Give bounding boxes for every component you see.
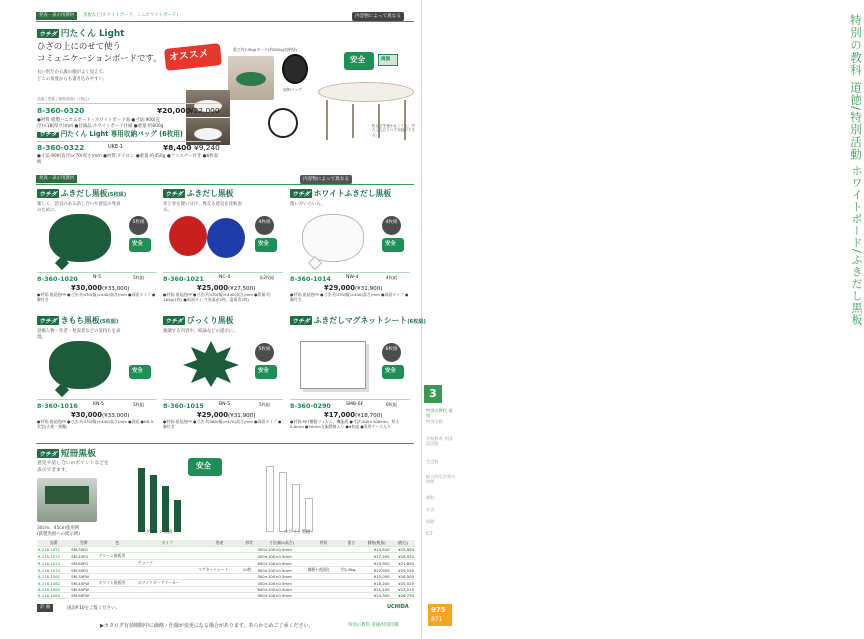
nav-item[interactable]: 生活科 bbox=[426, 459, 439, 464]
product-code: 8-360-1020 bbox=[37, 275, 78, 283]
table-cell bbox=[98, 567, 137, 574]
table-cell: ¥21,890 bbox=[390, 560, 415, 567]
product-desc: 楽しく、活気のある話し合いや意見の発表のために。 bbox=[37, 202, 121, 213]
title-text: ふきだしマグネットシート bbox=[313, 316, 408, 325]
table-cell bbox=[242, 593, 257, 599]
board-image bbox=[49, 341, 111, 389]
safe-badge: 安全 bbox=[382, 365, 404, 379]
table-cell: ¥20,020 bbox=[390, 580, 415, 587]
table-cell: 8-218-1074 bbox=[37, 567, 70, 574]
accessory-code: 8-360-0322 bbox=[37, 143, 85, 152]
note-label: 計 画 bbox=[37, 604, 53, 612]
table-cell: 約1.8kg bbox=[340, 567, 363, 574]
nav-item[interactable]: ICT bbox=[426, 531, 433, 536]
table-cell: ¥18,920 bbox=[390, 553, 415, 560]
brand-logo: ウチダ bbox=[39, 31, 57, 38]
table-cell: 600×100×0.5mm bbox=[256, 560, 306, 567]
page-number-box bbox=[428, 604, 452, 626]
product-qty: 5枚組 bbox=[133, 275, 145, 280]
price: ¥25,000(¥27,500) bbox=[197, 284, 256, 292]
table-row bbox=[37, 593, 415, 599]
table-cell: 450×100×0.5mm bbox=[256, 580, 306, 587]
catch-line-1: ひざの上にのせて使う bbox=[37, 41, 121, 51]
table-header: 型番 bbox=[70, 540, 97, 547]
table-cell bbox=[137, 553, 197, 560]
table-cell bbox=[137, 567, 197, 574]
product-code: 8-360-1014 bbox=[290, 275, 331, 283]
note-text: 国語P.10をご覧ください。 bbox=[67, 606, 120, 611]
board-image bbox=[49, 214, 111, 262]
table-cell: 600×100×0.5mm bbox=[256, 587, 306, 593]
product-card bbox=[163, 188, 285, 308]
table-cell bbox=[340, 593, 363, 599]
table-header: (税込) bbox=[390, 540, 415, 547]
bag-image bbox=[282, 54, 308, 84]
product-qty: 5枚組 bbox=[259, 402, 271, 407]
table-cell bbox=[197, 560, 242, 567]
table-cell: 300×100×0.5mm bbox=[256, 574, 306, 580]
product-title: ウチダ きもち黒板(5枚組) bbox=[39, 316, 119, 325]
product-code: 8-360-1021 bbox=[163, 275, 204, 283]
accessory-title: ウチダ 円たくん Light 専用収納バッグ (6枚用) bbox=[39, 130, 183, 138]
magnet-sheet-image bbox=[300, 341, 366, 389]
table-cell: 8-218-1084 bbox=[37, 593, 70, 599]
table-cell bbox=[98, 560, 137, 567]
product-title: ウチダ ホワイトふきだし黒板 bbox=[292, 189, 392, 198]
table-row bbox=[37, 567, 415, 574]
product-desc: 強調する内容や、結論などの提示に。 bbox=[163, 329, 238, 334]
nav-item[interactable]: 特別活動 bbox=[426, 419, 443, 424]
table-cell: SM-30FW bbox=[70, 574, 97, 580]
table-cell: 300×100×0.5mm bbox=[256, 547, 306, 553]
set-count-badge: 6枚組 bbox=[382, 343, 401, 362]
product-card bbox=[163, 315, 285, 435]
table-cell: 900×100×0.5mm bbox=[256, 593, 306, 599]
table-header: 形状 bbox=[242, 540, 257, 547]
table-cell: SM-60FW bbox=[70, 587, 97, 593]
table-cell bbox=[98, 593, 137, 599]
category-sub: 黒板など(ホワイトボード、ミニホワイトボード) bbox=[83, 13, 178, 18]
set-count-badge: 4枚組 bbox=[255, 216, 274, 235]
table-cell: 10枚 bbox=[242, 567, 257, 574]
table-cell: 8-218-1082 bbox=[37, 580, 70, 587]
product-card bbox=[37, 188, 159, 308]
price-excl-tax: ¥20,000 bbox=[157, 106, 191, 115]
table-cell bbox=[242, 553, 257, 560]
price: ¥29,000(¥31,900) bbox=[324, 284, 383, 292]
table-cell: 900×100×0.5mm bbox=[256, 567, 306, 574]
table-cell: グリーン黒板用 bbox=[98, 553, 137, 560]
product-model: SMB-6F bbox=[346, 402, 364, 407]
footer-credit: 特別の教科 道徳/特別活動 bbox=[348, 623, 400, 628]
product-spec: ●材質:低発泡PP ●寸法:約470(幅)×440(高さ)mm ●質量:約165g(1枚) ●両面タイプ(表面赤2枚、裏面青2枚) bbox=[163, 292, 271, 302]
title-text: ふきだし黒板 bbox=[60, 189, 108, 198]
product-model: N-5 bbox=[93, 275, 102, 280]
product-code: 8-360-1016 bbox=[37, 402, 78, 410]
table-cell bbox=[307, 593, 340, 599]
table-cell bbox=[307, 560, 340, 567]
table-cell bbox=[340, 553, 363, 560]
table-header: 材質 bbox=[307, 540, 340, 547]
table-cell: ¥22,900 bbox=[363, 567, 391, 574]
table-cell: 8-218-1073 bbox=[37, 560, 70, 567]
product-title: ウチダ 円たくん Light bbox=[39, 29, 125, 39]
table-cell: マグネットシート bbox=[197, 567, 242, 574]
strip-title: ウチダ 短冊黒板 bbox=[39, 449, 96, 459]
section-number: 3 bbox=[424, 385, 442, 403]
table-cell bbox=[340, 580, 363, 587]
title-text: きもち黒板 bbox=[60, 316, 100, 325]
strip-desc-2: 表示できます。 bbox=[37, 468, 71, 473]
table-cell: チョーク bbox=[137, 560, 197, 567]
price-header: 品番 / 型番 / 価格(税抜) / (税込) bbox=[37, 97, 90, 101]
white-board-disc bbox=[268, 108, 298, 138]
strip-caption-1: 30cm、45cm使用例 bbox=[37, 526, 80, 531]
green-board-label: グリーン黒板 bbox=[146, 530, 173, 535]
page-number-2: 871 bbox=[431, 616, 443, 623]
strip-photo bbox=[37, 478, 97, 522]
table-cell bbox=[307, 553, 340, 560]
promo-pill: 内容物によって異なる bbox=[352, 12, 404, 21]
product-model: BN-5 bbox=[219, 402, 231, 407]
table-cell: ¥17,200 bbox=[363, 553, 391, 560]
product-spec: ●材質:低発泡PP ●寸法:約470(幅)×440(高さ)mm ●両面タイプ ●脚付き bbox=[37, 292, 156, 302]
nav-item[interactable]: 特別の教科 道徳 bbox=[426, 408, 453, 419]
table-cell bbox=[197, 580, 242, 587]
table-cell: SM-45FW bbox=[70, 580, 97, 587]
product-model: NW-4 bbox=[346, 275, 359, 280]
classroom-photo bbox=[228, 56, 274, 100]
product-model: KN-5 bbox=[93, 402, 105, 407]
accessory-price-excl: ¥8,400 bbox=[163, 143, 192, 152]
nav-item[interactable]: 社会 bbox=[426, 507, 435, 512]
table-row bbox=[37, 553, 415, 560]
table-cell: ホワイト黒板用 bbox=[98, 580, 137, 587]
white-board-label: ホワイト黒板 bbox=[284, 530, 311, 535]
board-image bbox=[169, 216, 207, 256]
board-image bbox=[302, 214, 364, 262]
table-header: タイプ bbox=[137, 540, 197, 547]
table-cell bbox=[197, 553, 242, 560]
table-row bbox=[37, 560, 415, 567]
set-count-badge: 5枚組 bbox=[129, 216, 148, 235]
price: ¥29,000(¥31,900) bbox=[197, 411, 256, 419]
page-number-1: 975 bbox=[431, 606, 446, 614]
product-card bbox=[37, 315, 159, 435]
product-desc: 赤と青を使い分け、異なる意見を比較表示。 bbox=[163, 202, 242, 213]
table-cell: 450×100×0.5mm bbox=[256, 553, 306, 560]
table-cell: 8-218-1083 bbox=[37, 587, 70, 593]
accessory-price-incl: ¥9,240 bbox=[194, 143, 220, 152]
product-title: ウチダ ふきだし黒板 bbox=[165, 189, 234, 198]
table-header: 寸法(幅×高さ) bbox=[256, 540, 306, 547]
table-cell: ¥24,300 bbox=[363, 593, 391, 599]
title-text: ふきだし黒板 bbox=[186, 189, 234, 198]
table-cell: ¥26,730 bbox=[390, 593, 415, 599]
table-header: 価格(税抜) bbox=[363, 540, 391, 547]
safe-badge: 安全 bbox=[344, 52, 374, 70]
product-model: NC-4 bbox=[219, 275, 231, 280]
table-cell: ¥19,900 bbox=[363, 560, 391, 567]
product-title: ウチダ ふきだし黒板(5枚組) bbox=[39, 189, 127, 198]
strip-safe-badge: 安全 bbox=[188, 458, 222, 476]
table-cell: 8-218-1071 bbox=[37, 547, 70, 553]
nav-item[interactable]: 学校教育 外国語活動 bbox=[426, 436, 453, 447]
table-cell: ¥18,200 bbox=[363, 580, 391, 587]
table-header: 用途 bbox=[197, 540, 242, 547]
price: ¥17,000(¥18,700) bbox=[324, 411, 383, 419]
table-cell bbox=[137, 593, 197, 599]
product-code: 8-360-1015 bbox=[163, 402, 204, 410]
nav-item[interactable]: 総合的な学習の時間 bbox=[426, 474, 456, 485]
strip-desc-1: 意見や話し合いのポイントなどを bbox=[37, 461, 109, 466]
catch-line-2: コミュニケーションボードです。 bbox=[37, 53, 162, 63]
desc-line-1: 丸い形だから誰の顔がよく見えて、 bbox=[37, 70, 108, 75]
table-cell: ¥15,950 bbox=[390, 547, 415, 553]
product-qty: 4枚組 bbox=[386, 275, 398, 280]
spec-text: ●材質:紙製ハニカムボード・ホワイトボード面 ●寸法:900(直径)×18(厚さ)mm ●付属品:ホワイトボード仕様 ●重量:約800g bbox=[37, 118, 164, 129]
title-text: びっくり黒板 bbox=[186, 316, 234, 325]
safe-badge: 安全 bbox=[129, 238, 151, 252]
table-cell bbox=[197, 593, 242, 599]
table-caption: 机などを使わなくても、円たくんひとつで対話ができる。 bbox=[372, 124, 416, 137]
promo-pill-2: 内容物によって異なる bbox=[300, 175, 352, 184]
table-header: 色 bbox=[98, 540, 137, 547]
title-text: ホワイトふきだし黒板 bbox=[313, 189, 392, 198]
table-row bbox=[37, 580, 415, 587]
nav-item[interactable]: 理科 bbox=[426, 495, 435, 500]
accessory-spec: ●寸法:900(直径)×70(厚さ)mm ●材質:ナイロン ●重量:約450g ●ファスナー付き ●6枚収納 bbox=[37, 154, 219, 165]
table-cell: SM-90FW bbox=[70, 593, 97, 599]
table-cell bbox=[340, 560, 363, 567]
table-header: 重さ bbox=[340, 540, 363, 547]
accessory-model: UKE-1 bbox=[108, 144, 124, 150]
table-cell: ¥14,500 bbox=[363, 547, 391, 553]
table-cell: ホワイトボードマーカー bbox=[137, 580, 197, 587]
product-spec: ●材質:低発泡PP ●寸法:約460(幅)×470(高さ)mm ●両面タイプ ●脚付き bbox=[163, 419, 282, 429]
table-cell: SM-60FG bbox=[70, 560, 97, 567]
product-qty: 各2枚組 bbox=[259, 275, 275, 280]
safe-badge: 安全 bbox=[255, 238, 277, 252]
price-incl-tax: ¥22,000 bbox=[189, 106, 220, 115]
maker-logo: UCHIDA bbox=[387, 604, 409, 610]
table-cell: ¥23,210 bbox=[390, 587, 415, 593]
round-board-image bbox=[318, 82, 414, 102]
safe-badge: 安全 bbox=[255, 365, 277, 379]
product-qty: 5枚組 bbox=[133, 402, 145, 407]
product-card bbox=[290, 315, 426, 435]
table-cell bbox=[242, 580, 257, 587]
table-cell: 8-218-1081 bbox=[37, 574, 70, 580]
table-header: 品番 bbox=[37, 540, 70, 547]
table-cell: SM-30FG bbox=[70, 547, 97, 553]
price: ¥30,000(¥33,000) bbox=[71, 411, 130, 419]
product-qty: 6枚組 bbox=[386, 402, 398, 407]
safe-badge: 安全 bbox=[382, 238, 404, 252]
strip-caption-2: (鉄製黒板への掲示例) bbox=[37, 532, 80, 537]
product-card bbox=[290, 188, 412, 308]
price: ¥30,000(¥33,000) bbox=[71, 284, 130, 292]
table-cell bbox=[307, 580, 340, 587]
nav-item[interactable]: 保健 bbox=[426, 519, 435, 524]
product-desc: 使い方いろいろ。 bbox=[290, 202, 326, 207]
photo-caption-weight: 重さ約1.9kg(ボード)約800g(収納袋) bbox=[233, 47, 298, 52]
product-spec: ●材質:PET樹脂フィルム、機能紙 ●寸法:400×300mm、厚さ0.6mm ●50mm方眼罫線入り ●6枚組 ●専用ケース入り bbox=[290, 419, 400, 429]
table-cell: ¥21,100 bbox=[363, 587, 391, 593]
double-side-badge: 両面 bbox=[378, 54, 398, 66]
sidebar bbox=[421, 0, 863, 639]
table-cell: ¥15,000 bbox=[363, 574, 391, 580]
table-cell: ¥25,190 bbox=[390, 567, 415, 574]
set-count-badge: 5枚組 bbox=[255, 343, 274, 362]
safe-badge: 安全 bbox=[129, 365, 151, 379]
product-code: 8-360-0320 bbox=[37, 106, 85, 115]
product-title: ウチダ ふきだしマグネットシート(6枚組) bbox=[292, 316, 426, 325]
sidebar-main-title: 特別の教科 道徳/特別活動 bbox=[849, 14, 863, 162]
table-cell: ¥16,500 bbox=[390, 574, 415, 580]
sidebar-subtitle: ホワイトボード/ふきだし黒板 bbox=[850, 165, 863, 326]
product-desc: 登場人物・作者・発表者などの気持ちを表現。 bbox=[37, 329, 121, 340]
bag-caption: 収納バッグ bbox=[283, 87, 302, 92]
category-pill: 発表・表示用教材 bbox=[36, 12, 77, 20]
set-count-badge: 4枚組 bbox=[382, 216, 401, 235]
product-spec: ●材質:低発泡PP ●寸法:約470(幅)×440(高さ)mm ●両面 ●KN-5:雲型(天使・悪魔) bbox=[37, 419, 155, 429]
product-title: ウチダ びっくり黒板 bbox=[165, 316, 234, 325]
table-cell bbox=[242, 560, 257, 567]
product-spec: ●材質:低発泡PP ●寸法:約470(幅)×440(高さ)mm ●両面タイプ ●脚付き bbox=[290, 292, 409, 302]
strip-spec-table bbox=[37, 540, 415, 599]
table-cell: 8-218-1072 bbox=[37, 553, 70, 560]
desc-line-2: どこの角度からも書き込みやすい。 bbox=[37, 77, 108, 82]
table-cell: SM-45FG bbox=[70, 553, 97, 560]
board-burst-image bbox=[181, 339, 241, 389]
category-pill-2: 発表・表示用教材 bbox=[36, 175, 77, 183]
table-cell: 鋼板+表面化 bbox=[307, 567, 340, 574]
osusume-sticker: オススメ bbox=[164, 43, 222, 71]
footer-notice: ▶カタログ有効期間中に価格・仕様が変更になる場合があります。あらかじめご了承ください。 bbox=[100, 623, 314, 629]
table-cell: SM-90FG bbox=[70, 567, 97, 574]
product-code: 8-360-0290 bbox=[290, 402, 331, 410]
